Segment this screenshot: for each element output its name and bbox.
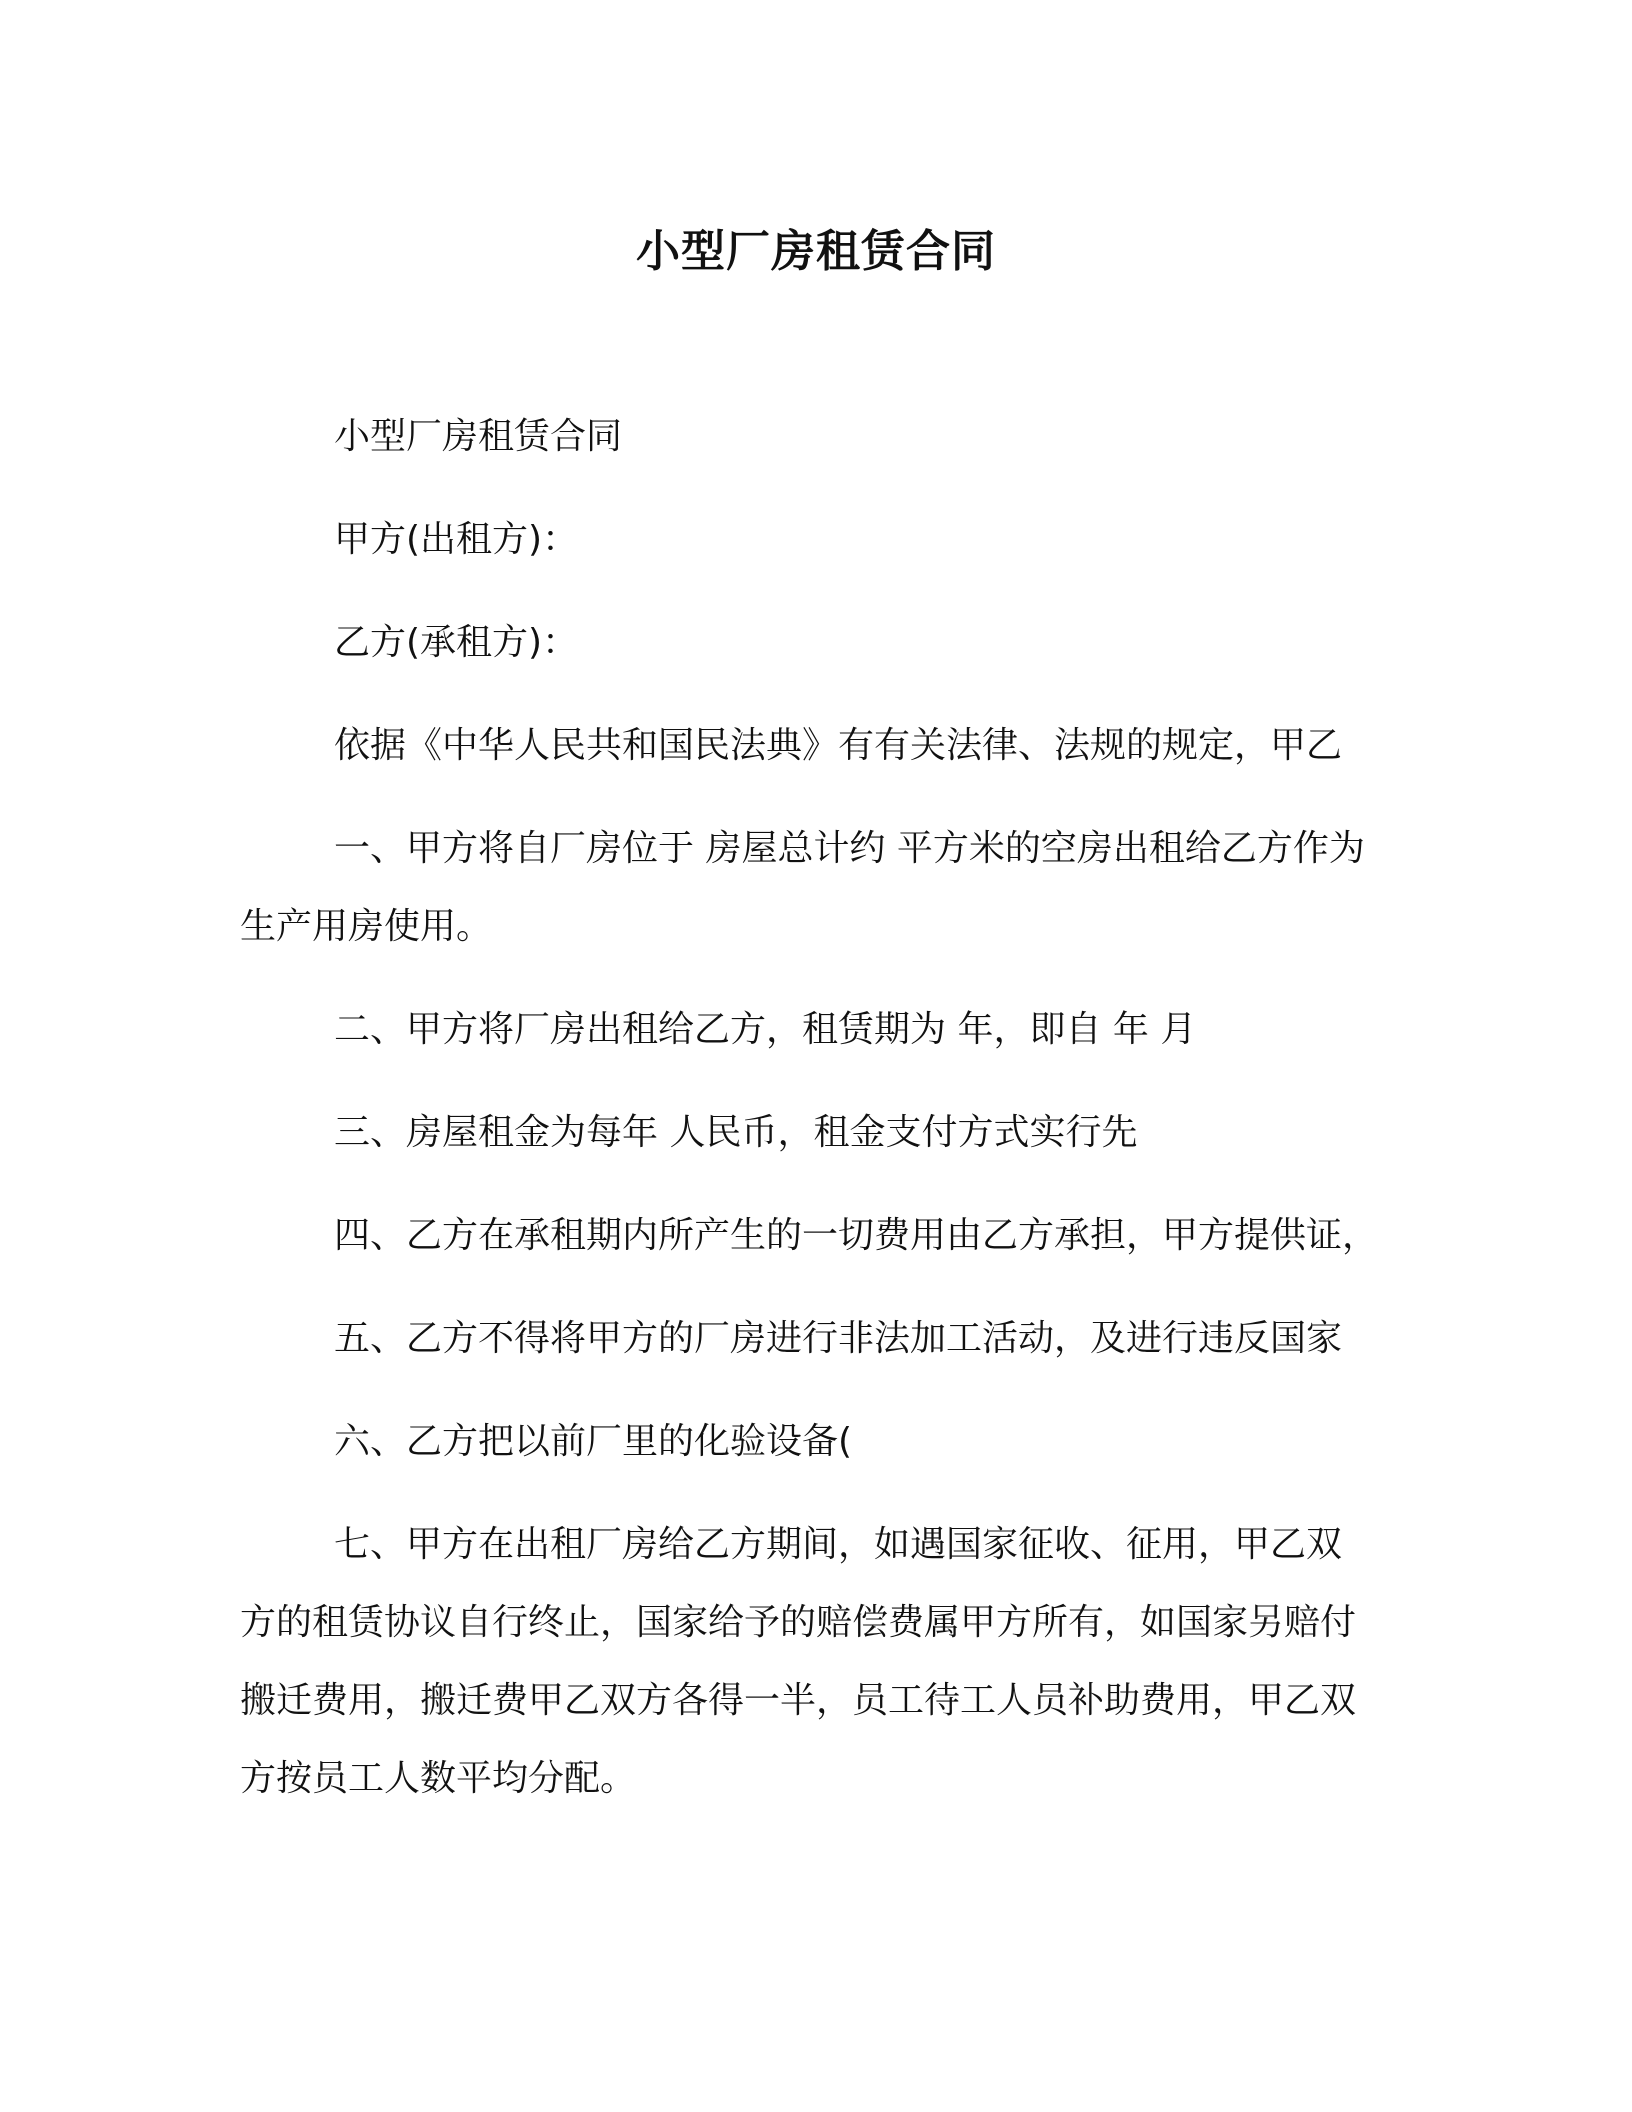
paragraph-clause-3: 三、房屋租金为每年 人民币，租金支付方式实行先 bbox=[334, 1112, 1138, 1153]
paragraph-clause-2: 二、甲方将厂房出租给乙方，租赁期为 年，即自 年 月 bbox=[334, 1009, 1197, 1050]
paragraph-clause-5: 五、乙方不得将甲方的厂房进行非法加工活动，及进行违反国家 bbox=[334, 1318, 1343, 1359]
paragraph-party-b: 乙方(承租方)： bbox=[334, 622, 579, 663]
paragraph-clause-6: 六、乙方把以前厂里的化验设备( bbox=[334, 1421, 853, 1462]
paragraph-subtitle: 小型厂房租赁合同 bbox=[334, 416, 623, 457]
paragraph-legal-basis: 依据《中华人民共和国民法典》有有关法律、法规的规定，甲乙 bbox=[334, 725, 1343, 766]
paragraph-clause-4: 四、乙方在承租期内所产生的一切费用由乙方承担，甲方提供证， bbox=[334, 1215, 1379, 1256]
paragraph-party-a: 甲方(出租方)： bbox=[334, 519, 579, 560]
document-title: 小型厂房租赁合同 bbox=[636, 226, 996, 277]
paragraph-clause-1: 一、甲方将自厂房位于 房屋总计约 平方米的空房出租给乙方作为生产用房使用。 bbox=[240, 828, 1365, 947]
document-body bbox=[240, 398, 1400, 1843]
paragraph-clause-7: 七、甲方在出租厂房给乙方期间，如遇国家征收、征用，甲乙双方的租赁协议自行终止，国家给予的赔偿费属甲方所有，如国家另赔付搬迁费用，搬迁费甲乙双方各得一半，员工待工人员补助费用，甲乙双方按员工人数平均分配。 bbox=[240, 1524, 1357, 1799]
